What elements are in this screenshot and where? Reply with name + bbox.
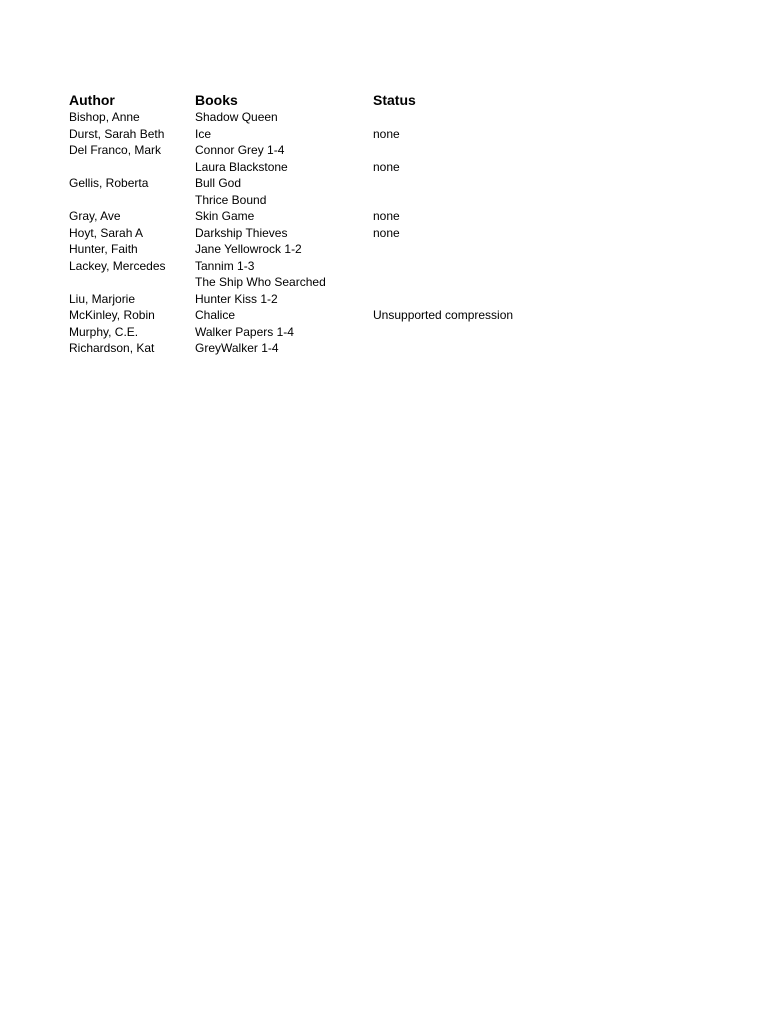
table-row — [69, 291, 573, 308]
table-row — [69, 241, 573, 258]
table-row — [69, 142, 573, 159]
books-cell: Jane Yellowrock 1-2 — [195, 242, 302, 256]
author-cell: McKinley, Robin — [69, 308, 155, 322]
books-cell: Chalice — [195, 308, 236, 322]
table-row — [69, 324, 573, 341]
status-cell: none — [373, 159, 400, 174]
books-cell: Walker Papers 1-4 — [195, 324, 294, 339]
author-cell: Bishop, Anne — [69, 110, 140, 124]
books-cell: Bull God — [195, 176, 242, 190]
author-cell: Liu, Marjorie — [69, 291, 136, 306]
table-row — [69, 109, 573, 126]
table-row — [69, 192, 573, 209]
author-cell: Lackey, Mercedes — [69, 258, 166, 273]
table-body — [69, 109, 573, 357]
books-cell: Connor Grey 1-4 — [195, 143, 285, 157]
table-row — [69, 208, 573, 225]
books-cell: Skin Game — [195, 209, 255, 223]
author-cell: Hunter, Faith — [69, 242, 138, 256]
books-cell: Ice — [195, 126, 212, 141]
table-header — [69, 91, 573, 109]
table-row — [69, 274, 573, 291]
books-cell: GreyWalker 1-4 — [195, 341, 279, 355]
table-row — [69, 258, 573, 275]
table-row — [69, 340, 573, 357]
author-cell: Del Franco, Mark — [69, 143, 162, 157]
header-status: Status — [373, 92, 416, 108]
status-cell: none — [373, 126, 400, 141]
books-cell: Hunter Kiss 1-2 — [195, 291, 278, 306]
status-cell: Unsupported compression — [373, 308, 514, 322]
books-cell: Laura Blackstone — [195, 159, 288, 174]
book-table — [69, 91, 573, 357]
table-row — [69, 175, 573, 192]
author-cell: Murphy, C.E. — [69, 324, 139, 339]
books-cell: Tannim 1-3 — [195, 258, 255, 273]
status-cell: none — [373, 225, 400, 240]
header-author: Author — [69, 92, 115, 108]
table-row — [69, 159, 573, 176]
books-cell: Thrice Bound — [195, 192, 267, 207]
books-cell: Shadow Queen — [195, 110, 278, 124]
books-cell: The Ship Who Searched — [195, 275, 326, 289]
books-cell: Darkship Thieves — [195, 225, 288, 240]
header-books: Books — [195, 92, 238, 108]
author-cell: Gray, Ave — [69, 209, 121, 223]
author-cell: Gellis, Roberta — [69, 176, 149, 190]
status-cell: none — [373, 209, 400, 223]
table-row — [69, 307, 573, 324]
table-row — [69, 225, 573, 242]
author-cell: Richardson, Kat — [69, 341, 155, 355]
author-cell: Durst, Sarah Beth — [69, 126, 165, 141]
table-row — [69, 126, 573, 143]
author-cell: Hoyt, Sarah A — [69, 225, 144, 240]
